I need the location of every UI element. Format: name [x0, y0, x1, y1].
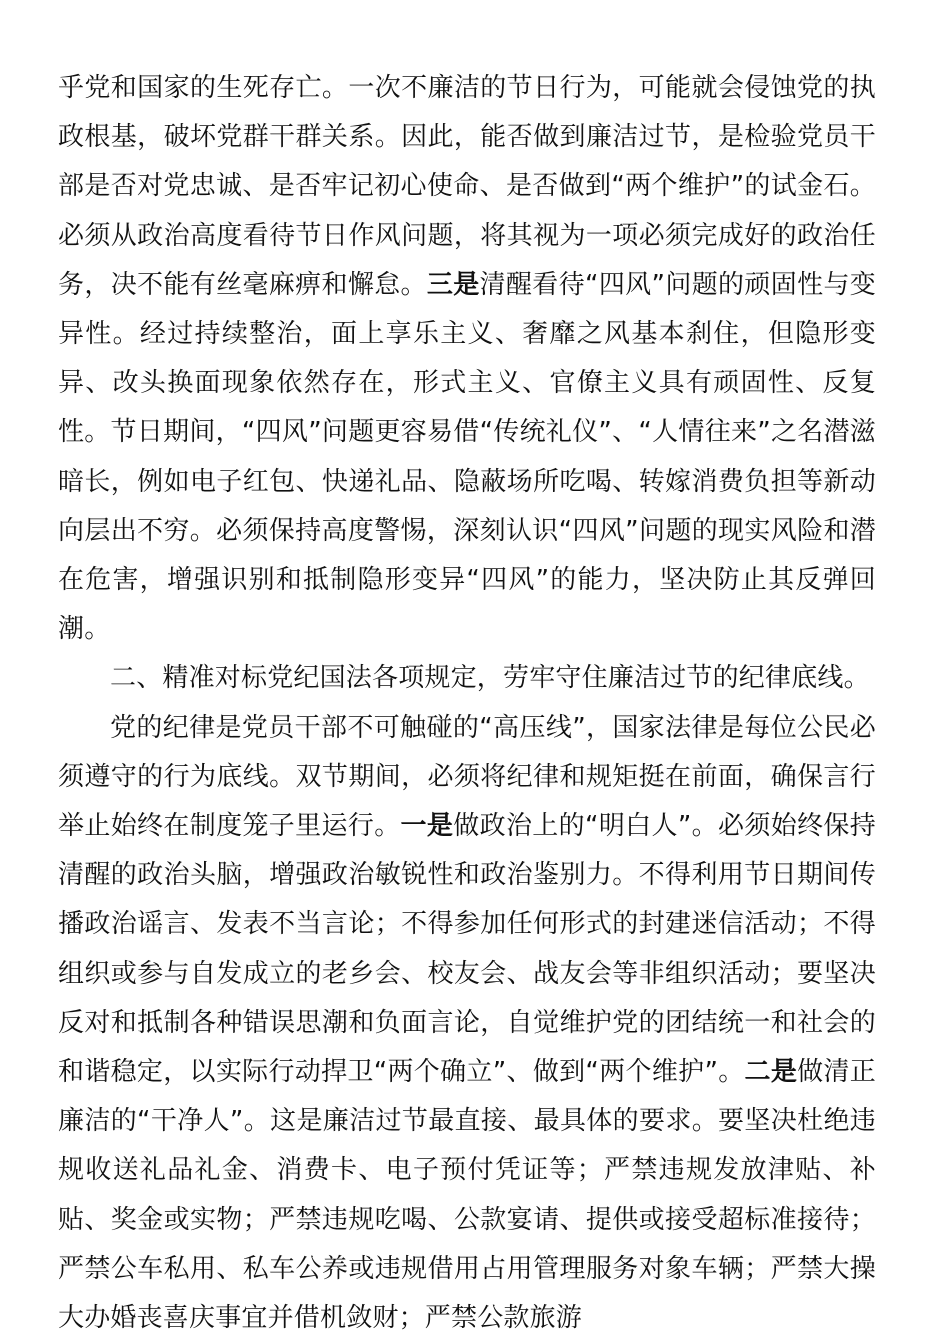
document-body [58, 64, 876, 1343]
paragraph-2-text-3: 做清正廉洁的“干净人”。这是廉洁过节最直接、最具体的要求。要坚决杜绝违规收送礼品礼金、消费卡、电子预付凭证等；严禁违规发放津贴、补贴、奖金或实物；严禁违规吃喝、公款宴请、提供或接受超标准接待；严禁公车私用、私车公养或违规借用占用管理服务对象车辆；严禁大操大办婚丧喜庆事宜并借机敛财；严禁公款旅游 [58, 1057, 876, 1334]
paragraph-2 [58, 704, 876, 1344]
point-two-label: 二是 [744, 1057, 798, 1088]
paragraph-2-text-1: 党的纪律是党员干部不可触碰的“高压线”，国家法律是每位公民必须遵守的行为底线。双节期间，必须将纪律和规矩挺在前面，确保言行举止始终在制度笼子里运行。 [58, 712, 876, 842]
section-heading-2: 二、精准对标党纪国法各项规定，劳牢守住廉洁过节的纪律底线。 [110, 663, 870, 694]
point-one-label: 一是 [400, 811, 454, 842]
paragraph-1 [58, 64, 876, 654]
paragraph-1-text-2: 清醒看待“四风”问题的顽固性与变异性。经过持续整治，面上享乐主义、奢靡之风基本刹住，但隐形变异、改头换面现象依然存在，形式主义、官僚主义具有顽固性、反复性。节日期间，“四风”问题更容易借“传统礼仪”、“人情往来”之名潜滋暗长，例如电子红包、快递礼品、隐蔽场所吃喝、转嫁消费负担等新动向层出不穷。必须保持高度警惕，深刻认识“四风”问题的现实风险和潜在危害，增强识别和抵制隐形变异“四风”的能力，坚决防止其反弹回潮。 [58, 269, 876, 645]
paragraph-1-text-1: 乎党和国家的生死存亡。一次不廉洁的节日行为，可能就会侵蚀党的执政根基，破坏党群干群关系。因此，能否做到廉洁过节，是检验党员干部是否对党忠诚、是否牢记初心使命、是否做到“两个维护”的试金石。必须从政治高度看待节日作风问题，将其视为一项必须完成好的政治任务，决不能有丝毫麻痹和懈怠。 [58, 73, 876, 300]
point-three-label: 三是 [426, 269, 480, 300]
paragraph-2-text-2: 做政治上的“明白人”。必须始终保持清醒的政治头脑，增强政治敏锐性和政治鉴别力。不得利用节日期间传播政治谣言、发表不当言论；不得参加任何形式的封建迷信活动；不得组织或参与自发成立的老乡会、校友会、战友会等非组织活动；要坚决反对和抵制各种错误思潮和负面言论，自觉维护党的团结统一和社会的和谐稳定，以实际行动捍卫“两个确立”、做到“两个维护”。 [58, 811, 876, 1088]
